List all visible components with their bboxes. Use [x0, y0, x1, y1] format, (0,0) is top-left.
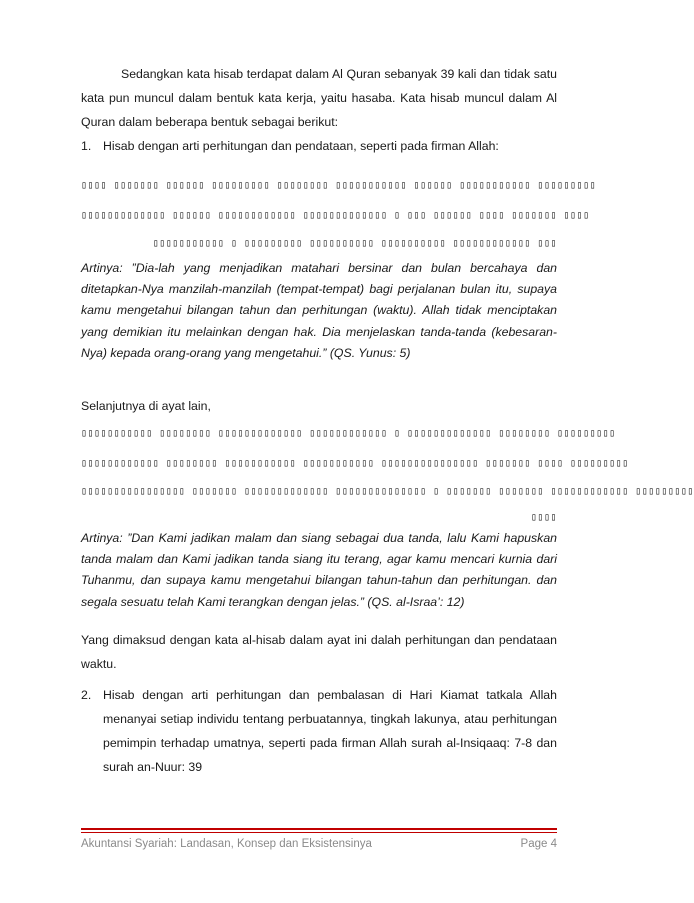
verse-1-line-1: ▯▯▯▯ ▯▯▯▯▯▯▯ ▯▯▯▯▯▯ ▯▯▯▯▯▯▯▯▯ ▯▯▯▯▯▯▯▯ ▯▯▯▯▯▯▯▯▯▯▯ ▯▯▯▯▯▯ ▯▯▯▯▯▯▯▯▯▯▯ ▯▯▯▯▯▯▯▯▯: [81, 180, 597, 191]
verse-2-translation: Artinya: ”Dan Kami jadikan malam dan siang sebagai dua tanda, lalu Kami hapuskan tanda malam dan Kami jadikan tanda siang itu terang, agar kamu mencari kurnia dari Tuhanmu, dan supaya kamu mengetahui bilangan tahun-tahun dan perhitungan. dan segala sesuatu telah Kami terangkan dengan jelas.” (QS. al-Israa’: 12): [81, 531, 557, 609]
list-item-2: [81, 683, 557, 779]
list-item-2-number: 2.: [81, 688, 92, 702]
list-item-2-text: Hisab dengan arti perhitungan dan pembalasan di Hari Kiamat tatkala Allah menanyai setiap individu tentang perbuatannya, tingkah lakunya, atau perhitungan pemimpin terhadap umatnya, seperti pada firman Allah surah al-Insiqaaq: 7-8 dan surah an-Nuur: 39: [103, 688, 557, 774]
footer-book-title: Akuntansi Syariah: Landasan, Konsep dan Eksistensinya: [81, 838, 372, 850]
list-item-1: [81, 134, 557, 158]
list-item-1-text: Hisab dengan arti perhitungan dan pendataan, seperti pada firman Allah:: [103, 139, 499, 153]
verse-1-translation: Artinya: ”Dia-lah yang menjadikan matahari bersinar dan bulan bercahaya dan ditetapkan-Nya manzilah-manzilah (tempat-tempat) bagi perjalanan bulan itu, supaya kamu mengetahui bilangan tahun dan perhitungan (waktu). Allah tidak menciptakan yang demikian itu melainkan dengan hak. Dia menjelaskan tanda-tanda (kebesaran-Nya) kepada orang-orang yang mengetahui.” (QS. Yunus: 5): [81, 261, 557, 360]
intro-paragraph: Sedangkan kata hisab terdapat dalam Al Quran sebanyak 39 kali dan tidak satu kata pun muncul dalam bentuk kata kerja, yaitu hasaba. Kata hisab muncul dalam Al Quran dalam beberapa bentuk sebagai berikut:: [81, 67, 557, 129]
selanjutnya-paragraph: Selanjutnya di ayat lain,: [81, 399, 211, 413]
yang-dimaksud-paragraph: Yang dimaksud dengan kata al-hisab dalam ayat ini dalah perhitungan dan pendataan waktu.: [81, 633, 557, 671]
verse-2-line-1: ▯▯▯▯▯▯▯▯▯▯▯ ▯▯▯▯▯▯▯▯ ▯▯▯▯▯▯▯▯▯▯▯▯▯ ▯▯▯▯▯▯▯▯▯▯▯▯ ▯ ▯▯▯▯▯▯▯▯▯▯▯▯▯ ▯▯▯▯▯▯▯▯ ▯▯▯▯▯▯▯▯▯: [81, 428, 616, 439]
list-item-1-number: 1.: [81, 139, 92, 153]
verse-1-line-3: ▯▯▯▯▯▯▯▯▯▯▯ ▯ ▯▯▯▯▯▯▯▯▯ ▯▯▯▯▯▯▯▯▯▯ ▯▯▯▯▯▯▯▯▯▯ ▯▯▯▯▯▯▯▯▯▯▯▯ ▯▯▯: [152, 238, 557, 249]
verse-2-line-2: ▯▯▯▯▯▯▯▯▯▯▯▯ ▯▯▯▯▯▯▯▯ ▯▯▯▯▯▯▯▯▯▯▯ ▯▯▯▯▯▯▯▯▯▯▯ ▯▯▯▯▯▯▯▯▯▯▯▯▯▯▯ ▯▯▯▯▯▯▯ ▯▯▯▯ ▯▯▯▯▯▯▯▯▯: [81, 458, 629, 469]
footer-rule-thin: [81, 832, 557, 833]
verse-1-line-2: ▯▯▯▯▯▯▯▯▯▯▯▯▯ ▯▯▯▯▯▯ ▯▯▯▯▯▯▯▯▯▯▯▯ ▯▯▯▯▯▯▯▯▯▯▯▯▯ ▯ ▯▯▯ ▯▯▯▯▯▯ ▯▯▯▯ ▯▯▯▯▯▯▯ ▯▯▯▯: [81, 210, 590, 221]
verse-2-line-3: ▯▯▯▯▯▯▯▯▯▯▯▯▯▯▯▯ ▯▯▯▯▯▯▯ ▯▯▯▯▯▯▯▯▯▯▯▯▯ ▯▯▯▯▯▯▯▯▯▯▯▯▯▯ ▯ ▯▯▯▯▯▯▯ ▯▯▯▯▯▯▯ ▯▯▯▯▯▯▯▯▯▯▯▯ ▯▯▯▯▯▯▯▯▯: [81, 486, 694, 497]
footer-rule-thick: [81, 828, 557, 830]
footer-page-number: Page 4: [520, 838, 557, 850]
verse-2-line-4: ▯▯▯▯: [530, 512, 557, 523]
